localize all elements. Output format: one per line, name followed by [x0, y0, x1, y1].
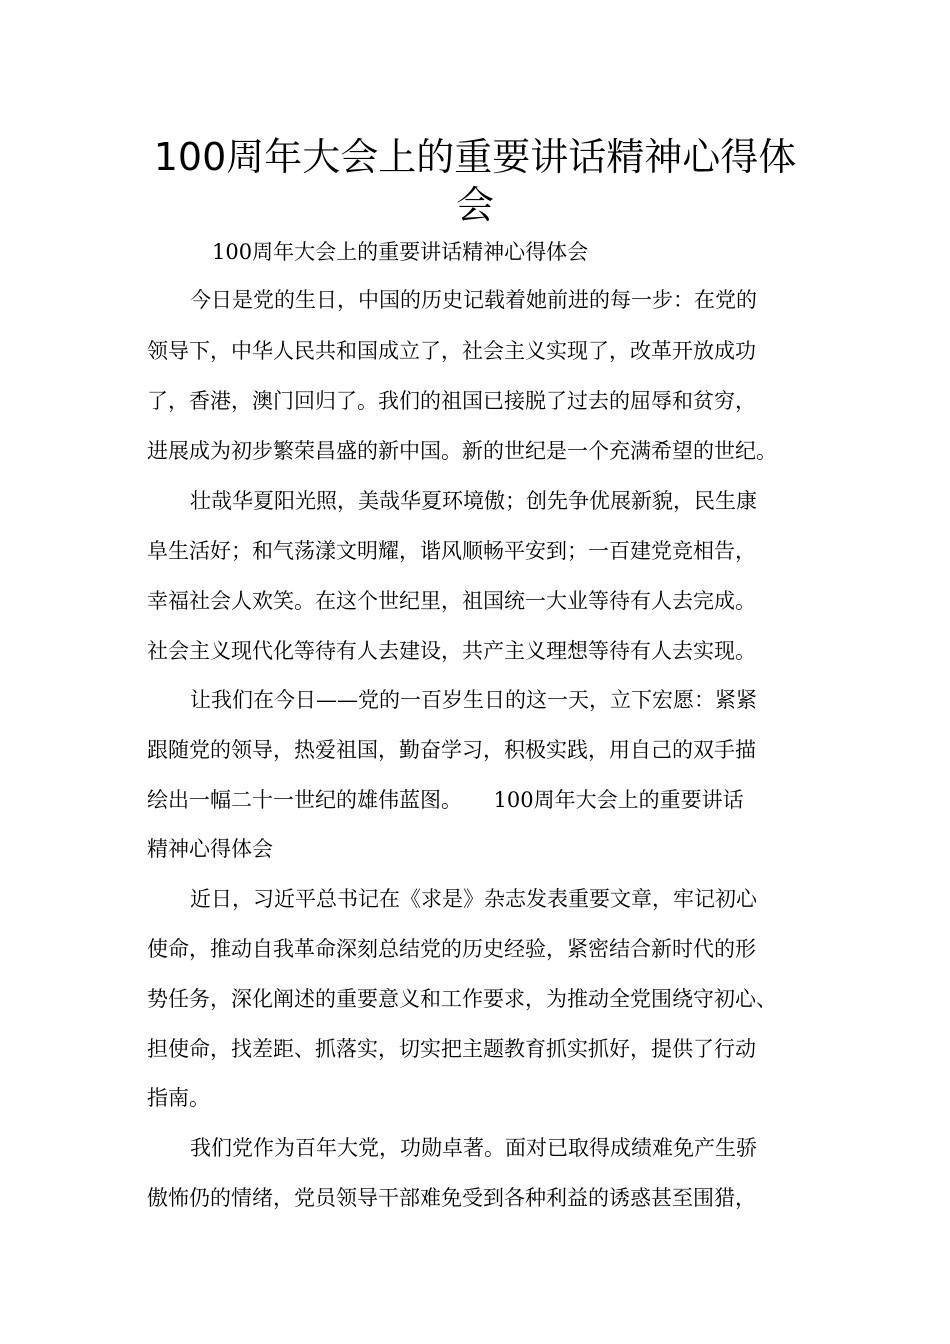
paragraph-4-line-5: 指南。 — [147, 1086, 210, 1110]
paragraph-1-line-4: 进展成为初步繁荣昌盛的新中国。新的世纪是一个充满希望的世纪。 — [147, 439, 777, 463]
paragraph-5-line-1: 我们党作为百年大党，功勋卓著。面对已取得成绩难免产生骄 — [190, 1136, 757, 1160]
document-subtitle: 100周年大会上的重要讲话精神心得体会 — [212, 240, 589, 264]
paragraph-3-line-1: 让我们在今日——党的一百岁生日的这一天，立下宏愿：紧紧 — [190, 688, 757, 712]
paragraph-1-line-1: 今日是党的生日，中国的历史记载着她前进的每一步：在党的 — [190, 288, 757, 312]
paragraph-2-line-3: 幸福社会人欢笑。在这个世纪里，祖国统一大业等待有人去完成。 — [147, 589, 756, 613]
paragraph-1-line-3: 了，香港，澳门回归了。我们的祖国已接脱了过去的屈辱和贫穷， — [147, 389, 756, 413]
paragraph-2-line-2: 阜生活好；和气荡漾文明耀，谐风顺畅平安到；一百建党竞相告， — [147, 539, 756, 563]
paragraph-4-line-4: 担使命，找差距、抓落实，切实把主题教育抓实抓好，提供了行动 — [147, 1037, 756, 1061]
paragraph-2-line-1: 壮哉华夏阳光照，美哉华夏环境傲；创先争优展新貌，民生康 — [190, 489, 757, 513]
document-title-line-1: 100周年大会上的重要讲话精神心得体 — [153, 135, 797, 179]
paragraph-1-line-2: 领导下，中华人民共和国成立了，社会主义实现了，改革开放成功 — [147, 339, 756, 363]
paragraph-4-line-3: 势任务，深化阐述的重要意义和工作要求，为推动全党围绕守初心、 — [147, 987, 777, 1011]
paragraph-3-line-2: 跟随党的领导，热爱祖国，勤奋学习，积极实践，用自己的双手描 — [147, 738, 756, 762]
paragraph-2-line-4: 社会主义现代化等待有人去建设，共产主义理想等待有人去实现。 — [147, 639, 756, 663]
paragraph-3-line-3: 绘出一幅二十一世纪的雄伟蓝图。 100周年大会上的重要讲话 — [147, 788, 744, 812]
paragraph-5-line-2: 傲怖仍的情绪，党员领导干部难免受到各种利益的诱惑甚至围猎， — [147, 1186, 756, 1210]
paragraph-4-line-2: 使命，推动自我革命深刻总结党的历史经验，紧密结合新时代的形 — [147, 937, 756, 961]
paragraph-4-line-1: 近日，习近平总书记在《求是》杂志发表重要文章，牢记初心 — [190, 887, 757, 911]
paragraph-3-line-4: 精神心得体会 — [147, 837, 273, 861]
document-title-line-2: 会 — [455, 183, 494, 227]
